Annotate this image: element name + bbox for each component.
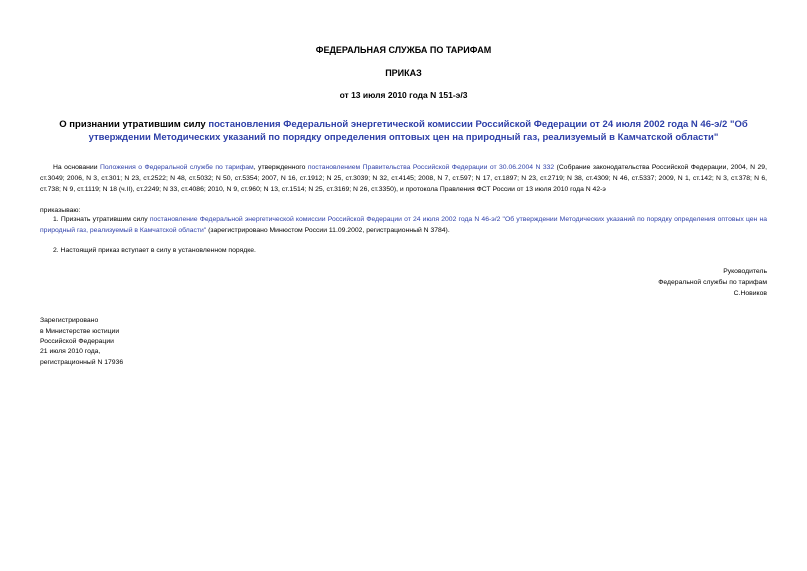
preamble-text-3: (Собрание законодательства Российской Федерации, 2004, N 29, ст.3049; 2006, N 3, ст.301; N 23, ст.2522; N 48, ст.5032; N 50, ст.5354; 2007, N 16, ст.1912; N 25, ст.3039; N 32, ст.4145; 2008, N 7, ст.597; N 17, ст.1897; N 23, ст.2719; N 38, ст.4309; N 46, ст.5337; 2009, N 1, ст.142; N 3, ст.378; N 6, ст.738; N 9, ст.1119; N 18 (ч.II), ст.2249; N 33, ст.4086; 2010, N 9, ст.960; N 13, ст.1514; N 25, ст.3169; N 26, ст.3350), и протокола Правления ФСТ России от 13 июля 2010 года N 42-э xyxy=(40,164,767,193)
signature-name: С.Новиков xyxy=(733,290,767,297)
order-subject xyxy=(40,118,767,144)
registration-line-5: регистрационный N 17936 xyxy=(40,359,124,366)
preamble-text-2: , утвержденного xyxy=(253,164,308,171)
preamble-text-1: На основании xyxy=(53,164,100,171)
registration-line-4: 21 июля 2010 года, xyxy=(40,348,101,355)
registration-line-3: Российской Федерации xyxy=(40,338,114,345)
registration-line-2: в Министерстве юстиции xyxy=(40,328,120,335)
subject-link[interactable]: постановления Федеральной энергетической комиссии Российской Федерации от 24 июля 2002 года N 46-э/2 "Об утверждении Методических указаний по порядку определения оптовых цен на природный газ, реализуемый в Камчатской области" xyxy=(88,119,748,143)
item1-link[interactable]: постановление Федеральной энергетической комиссии Российской Федерации от 24 июля 2002 года N 46-э/2 "Об утверждении Методических указаний по порядку определения оптовых цен на природный газ, реализуемый в Камчатской области" xyxy=(40,216,767,234)
preamble-link-regulation[interactable]: Положения о Федеральной службе по тарифам xyxy=(99,164,254,171)
agency-title: ФЕДЕРАЛЬНАЯ СЛУЖБА ПО ТАРИФАМ xyxy=(315,45,492,55)
signature-position: Руководитель xyxy=(723,268,767,275)
order-item-1 xyxy=(40,214,767,236)
document-type: ПРИКАЗ xyxy=(385,68,422,78)
item1-prefix: 1. Признать утратившим силу xyxy=(53,216,150,223)
order-date-number: от 13 июля 2010 года N 151-э/3 xyxy=(339,90,468,100)
order-item-2: 2. Настоящий приказ вступает в силу в установленном порядке. xyxy=(53,247,256,254)
registration-line-1: Зарегистрировано xyxy=(40,317,99,324)
item1-suffix: (зарегистрировано Минюстом России 11.09.2002, регистрационный N 3784). xyxy=(206,227,450,234)
signature-agency: Федеральной службы по тарифам xyxy=(658,279,767,286)
preamble-paragraph xyxy=(40,162,767,195)
subject-prefix: О признании утратившим силу xyxy=(59,119,209,130)
decree-word: приказываю: xyxy=(40,207,81,214)
preamble-link-government-decree[interactable]: постановлением Правительства Российской Федерации от 30.06.2004 N 332 xyxy=(307,164,555,171)
